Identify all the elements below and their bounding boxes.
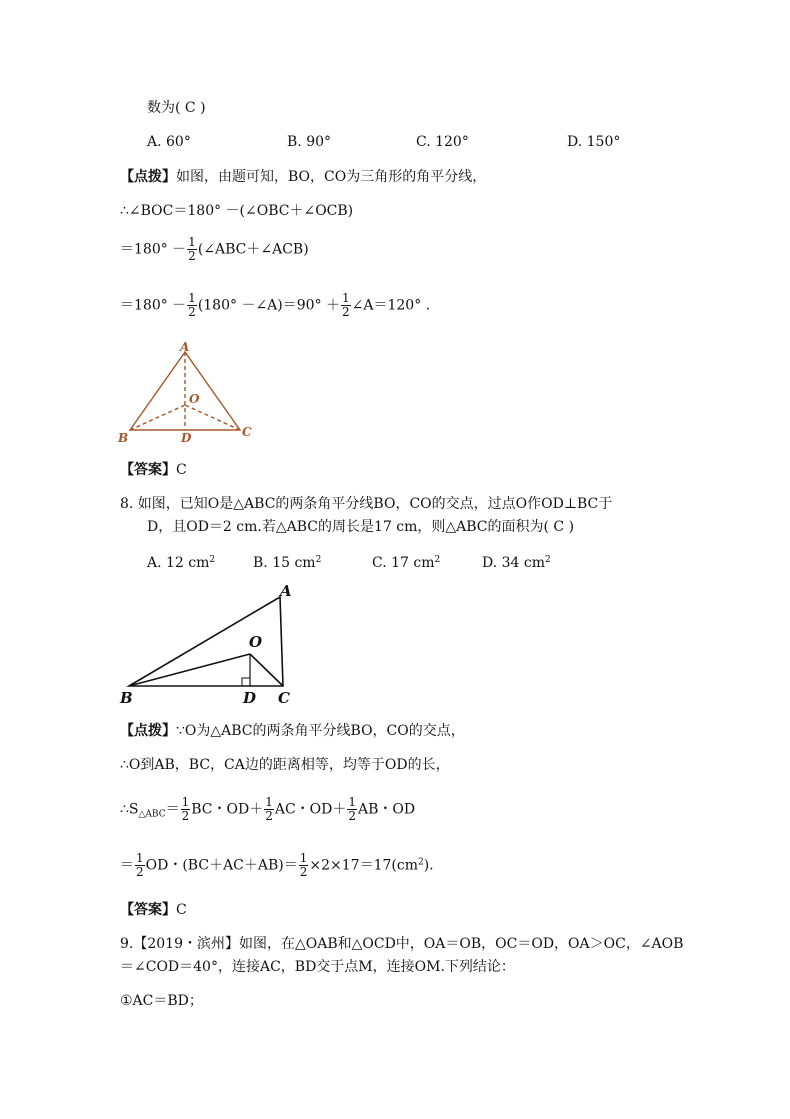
q8-option-c: C. 17 $cm^2$ [372, 555, 441, 571]
q9-stem-line-1: 9.【2019・滨州】如图，在△OAB和△OCD中，OA＝OB，OC＝OD，OA＞OC，∠AOB [120, 936, 684, 952]
eq-part: ∠A＝120° . [351, 297, 431, 314]
fraction: $\frac{1}{2}$ [181, 795, 190, 823]
eq-part: ＝180° － [120, 297, 187, 314]
label-a: A [280, 582, 292, 600]
fraction: $\frac{1}{2}$ [188, 291, 196, 319]
label-d: D [181, 431, 192, 445]
q8-triangle-figure [112, 578, 312, 708]
q8-stem-line-1: 8. 如图，已知O是△ABC的两条角平分线BO，CO的交点，过点O作OD⊥BC于 [120, 496, 613, 512]
q8-option-b: B. 15 $cm^2$ [253, 555, 322, 571]
q7-option-a: A. 60° [147, 134, 191, 150]
q7-option-c: C. 120° [416, 134, 469, 150]
q9-stem-line-2: ＝∠COD＝40°，连接AC，BD交于点M，连接OM.下列结论： [120, 959, 515, 975]
q7-option-b: B. 90° [287, 134, 332, 150]
q7-equation-2 [120, 236, 309, 263]
right-angle-mark [242, 678, 250, 686]
q7-equation-3 [120, 292, 430, 319]
label-d: D [243, 689, 257, 707]
q8-hint [120, 721, 465, 741]
label-c: C [242, 425, 252, 439]
line-oc [250, 654, 283, 686]
fraction: $\frac{1}{2}$ [342, 291, 350, 319]
label-c: C [278, 689, 290, 707]
answer-tag: 【答案】 [120, 462, 176, 478]
q7-hint [120, 167, 486, 187]
hint-tag: 【点拨】 [120, 723, 176, 739]
q8-stem-line-2: D，且OD＝2 cm.若△ABC的周长是17 cm，则△ABC的面积为( C ) [147, 519, 575, 535]
hint-tag: 【点拨】 [120, 169, 176, 185]
q8-answer [120, 900, 187, 920]
fraction: $\frac{1}{2}$ [188, 235, 196, 263]
eq-part: ＝180° － [120, 241, 187, 258]
answer-value: C [176, 902, 187, 918]
q7-answer [120, 460, 187, 480]
q8-area-equation: $\therefore S_{\triangle ABC}=$ $\frac{1}{2}$ BC・OD＋ $\frac{1}{2}$ AC・OD＋ $\frac{1}{2}$ AB・OD [120, 795, 416, 823]
q9-conclusion-1: ①AC＝BD； [120, 993, 203, 1009]
q7-stem-tail: 数为( C ) [147, 100, 206, 116]
label-b: B [120, 689, 133, 707]
fraction: $\frac{1}{2}$ [136, 851, 144, 879]
q7-equation-1: ∴∠BOC＝180° －(∠OBC＋∠OCB) [120, 203, 354, 219]
q7-option-d: D. 150° [567, 134, 621, 150]
label-b: B [118, 431, 129, 445]
hint-text: 如图，由题可知，BO，CO为三角形的角平分线， [176, 169, 487, 185]
line-bo [129, 654, 250, 686]
q8-option-d: D. 34 $cm^2$ [482, 555, 551, 571]
q7-triangle-figure [110, 340, 270, 450]
fraction: $\frac{1}{2}$ [299, 851, 308, 879]
q8-option-a: A. 12 $cm^2$ [147, 555, 216, 571]
label-o: O [189, 392, 200, 406]
q8-line-distance: ∴O到AB，BC，CA边的距离相等，均等于OD的长， [120, 757, 450, 773]
eq-part: (180° －∠A)＝90° ＋ [197, 297, 341, 314]
hint-text: ∵O为△ABC的两条角平分线BO，CO的交点， [176, 723, 465, 739]
fraction: $\frac{1}{2}$ [348, 795, 357, 823]
label-a: A [180, 340, 190, 354]
answer-tag: 【答案】 [120, 902, 176, 918]
label-o: O [249, 633, 263, 651]
q8-result-equation: ＝ $\frac{1}{2}$ OD・(BC＋AC＋AB)＝ $\frac{1}{2}$ $\times 2\times 17=17(cm^2)$. [120, 851, 434, 879]
eq-part: (∠ABC＋∠ACB) [197, 241, 309, 258]
fraction: $\frac{1}{2}$ [265, 795, 273, 823]
answer-value: C [176, 462, 187, 478]
